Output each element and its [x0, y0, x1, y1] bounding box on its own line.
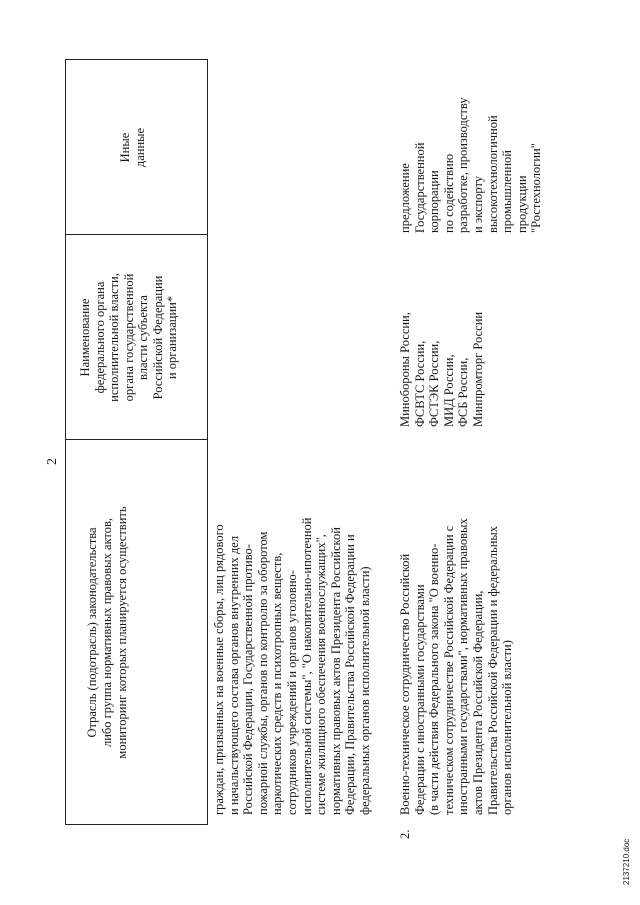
header-agency-line: федерального органа [92, 281, 107, 394]
table-top-border [65, 59, 66, 825]
header-agency-line: власти субъекта [136, 295, 150, 380]
header-agency-line: исполнительной власти, [107, 273, 121, 402]
row-2-description-line: Правительства Российской Федерации и федеральных [485, 525, 500, 815]
table-header-bottom [207, 59, 208, 825]
row-2-agency-line: Минпромторг России [470, 311, 485, 427]
continued-line: федеральных органов исполнительной власти) [357, 566, 372, 815]
continued-line: системе жилищного обеспечения военнослужащих", [314, 534, 329, 815]
row-2-other-line: продукции [514, 175, 529, 233]
row-2-description [398, 518, 515, 815]
row-2-other-data [398, 97, 544, 233]
row-2-description-line: Военно-техническое сотрудничество Российской [398, 553, 412, 815]
page-number: 2 [45, 458, 60, 465]
continued-line: исполнительной системы", "О накопительно-ипотечной [299, 517, 314, 815]
continued-line: Федерации, Правительства Российской Федерации и [343, 534, 358, 815]
row-2-description-line: Федерации с иностранными государствами [412, 584, 427, 815]
continued-line: граждан, призванных на военные сборы, лиц рядового [212, 524, 226, 815]
row-2-other-line: разработке, производству [456, 97, 471, 233]
continued-line: сотрудников учреждений и органов уголовно- [284, 570, 299, 815]
header-area-line: мониторинг которых планируется осуществить [115, 506, 129, 759]
row-2-other-line: промышленной [500, 150, 515, 233]
continued-line: нормативных правовых актов Президента Российской [328, 527, 343, 815]
row-2-other-line: корпорации [427, 170, 442, 233]
row-2-other-line: "Ростехнологии" [529, 143, 544, 233]
header-other-line: Иные [118, 132, 132, 163]
header-agency-line: Российской Федерации [150, 275, 165, 400]
header-other-line: данные [133, 127, 147, 168]
continued-line: пожарной службы, органов по контролю за оборотом [255, 531, 270, 815]
row-2-other-line: и экспорту [470, 175, 485, 233]
row-2-description-line: иностранными государствами", нормативных правовых [456, 518, 471, 815]
row-2-description-line: техническом сотрудничестве Российской Федерации с [441, 525, 456, 815]
row-2-other-line: по содействию [441, 153, 456, 233]
footer-document-code: 2137210.doc [622, 838, 631, 885]
row-2-agency-line: ФСТЭК России, [427, 340, 442, 427]
header-area-line: либо группа нормативных правовых актов, [100, 518, 114, 748]
row-2-description-line: (в части действия Федерального закона "О военно- [427, 543, 442, 815]
row-2-other-line: предложение [398, 163, 412, 233]
header-cell-other [118, 60, 148, 235]
row-2-agency-line: МИД России, [441, 354, 456, 427]
continued-row-text [212, 518, 373, 815]
row-2-description-line: органов исполнительной власти) [500, 640, 515, 815]
header-agency-line: органа государственной [121, 273, 136, 402]
row-2-agency-line: ФСВТС России, [412, 340, 427, 427]
header-area-line: Отрасль (подотрасль) законодательства [85, 527, 99, 738]
continued-line: Российской Федерации, Государственной противо- [241, 544, 256, 815]
header-agency-line: Наименование [78, 298, 92, 377]
row-2-other-line: Государственной [412, 142, 427, 233]
row-2-agency-line: Минобороны России, [398, 312, 412, 427]
row-2-other-line: высокотехнологичной [485, 115, 500, 233]
row-2-description-line: актов Президента Российской Федерации, [470, 590, 485, 815]
row-2-agencies [398, 312, 486, 427]
header-cell-agency [78, 235, 180, 440]
header-cell-area [85, 440, 130, 825]
row-2-agency-line: ФСБ России, [456, 357, 471, 427]
continued-line: и начальствующего состава органов внутренних дел [226, 535, 241, 815]
row-2-number: 2. [398, 829, 412, 839]
continued-line: наркотических средств и психотропных веществ, [270, 552, 285, 815]
header-agency-line: и организации* [165, 295, 179, 380]
